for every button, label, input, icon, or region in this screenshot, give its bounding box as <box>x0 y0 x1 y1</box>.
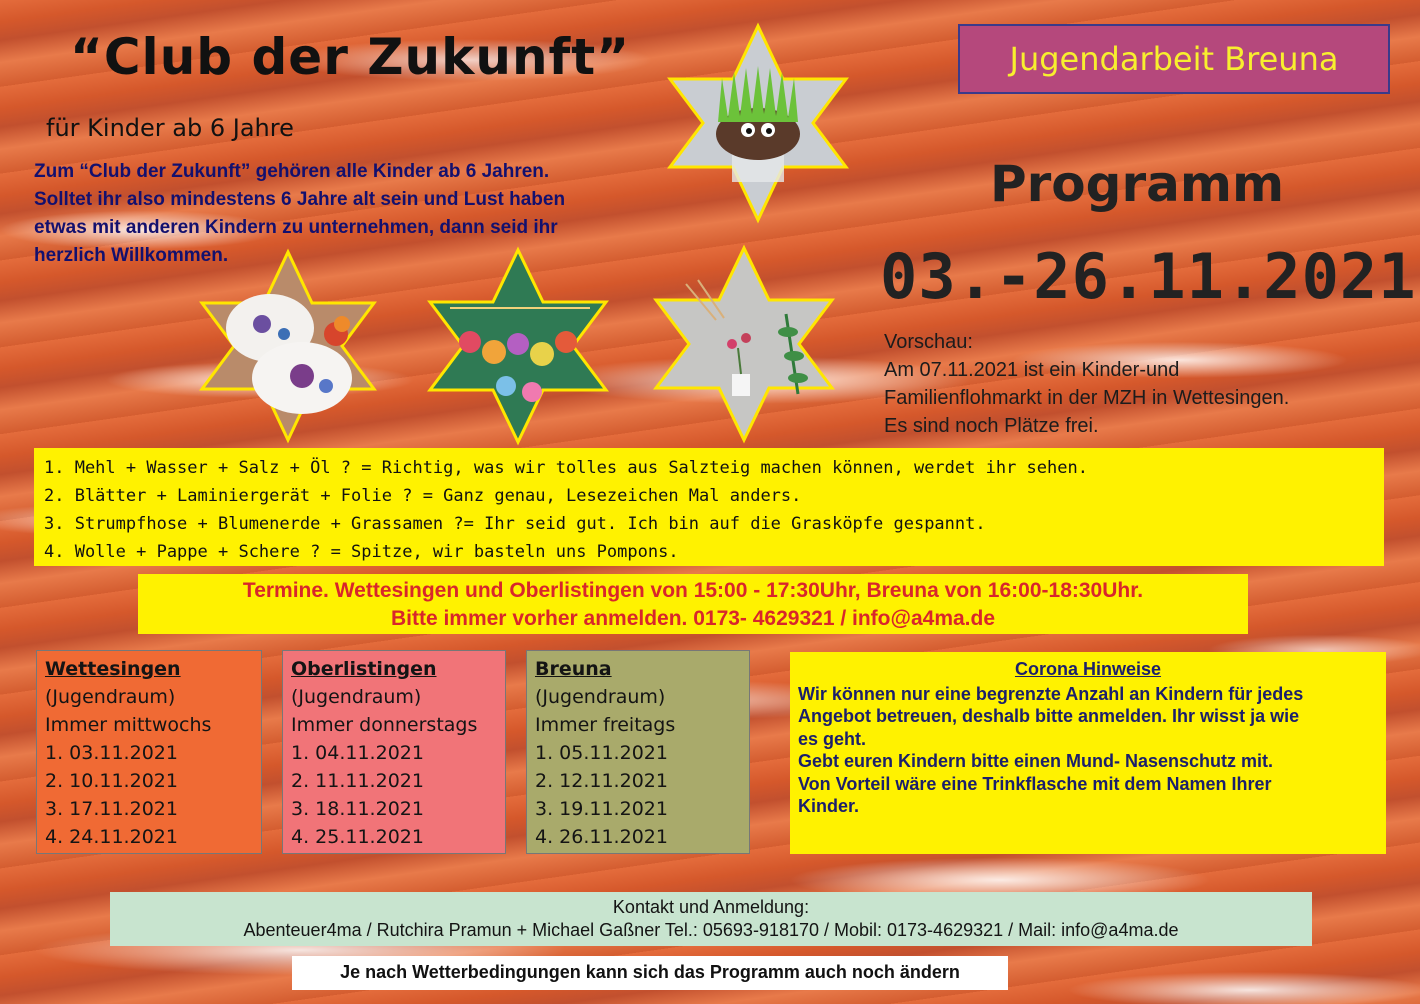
preview-line: Am 07.11.2021 ist ein Kinder-und <box>884 359 1180 381</box>
location-place: (Jugendraum) <box>535 686 666 708</box>
location-day: Immer donnerstags <box>291 714 478 736</box>
location-date: 2. 12.11.2021 <box>535 770 668 792</box>
location-breuna <box>526 650 750 854</box>
location-date: 1. 03.11.2021 <box>45 742 178 764</box>
corona-line: es geht. <box>798 728 867 749</box>
corona-heading: Corona Hinweise <box>1014 659 1162 679</box>
riddle-item: 1. Mehl + Wasser + Salz + Öl ? = Richtig, was wir tolles aus Salzteig machen können, werdet ihr sehen. <box>44 458 1088 478</box>
location-name: Wettesingen <box>45 658 181 680</box>
weather-note: Je nach Wetterbedingungen kann sich das Programm auch noch ändern <box>292 956 1008 990</box>
riddle-item: 3. Strumpfhose + Blumenerde + Grassamen ?= Ihr seid gut. Ich bin auf die Grasköpfe gespannt. <box>44 514 986 534</box>
corona-line: Von Vorteil wäre eine Trinkflasche mit dem Namen Ihrer <box>798 773 1272 794</box>
location-date: 4. 26.11.2021 <box>535 826 668 848</box>
corona-notice <box>790 652 1386 854</box>
contact-details: Abenteuer4ma / Rutchira Pramun + Michael Gaßner Tel.: 05693-918170 / Mobil: 0173-4629321 / Mail: info@a4ma.de <box>243 920 1179 940</box>
activity-riddles <box>34 448 1384 566</box>
grass-head-photo <box>660 22 856 224</box>
location-day: Immer mittwochs <box>45 714 212 736</box>
flyer-subtitle: für Kinder ab 6 Jahre <box>46 114 294 142</box>
schedule-notice <box>138 574 1248 634</box>
intro-line: Solltet ihr also mindestens 6 Jahre alt sein und Lust haben <box>34 189 566 210</box>
location-day: Immer freitags <box>535 714 676 736</box>
pompon-garland-photo <box>420 246 616 446</box>
contact-box <box>110 892 1312 946</box>
riddle-item: 4. Wolle + Pappe + Schere ? = Spitze, wir basteln uns Pompons. <box>44 542 679 562</box>
intro-line: etwas mit anderen Kindern zu unternehmen, dann seid ihr <box>34 217 558 238</box>
program-heading: Programm <box>990 155 1285 213</box>
location-date: 4. 25.11.2021 <box>291 826 424 848</box>
program-date-range: 03.-26.11.2021 <box>880 240 1417 313</box>
contact-heading: Kontakt und Anmeldung: <box>612 897 810 917</box>
registration-contact: Bitte immer vorher anmelden. 0173- 4629321 / info@a4ma.de <box>390 607 996 630</box>
preview-line: Vorschau: <box>884 331 973 353</box>
preview-text <box>884 328 1404 440</box>
location-date: 1. 04.11.2021 <box>291 742 424 764</box>
location-wettesingen <box>36 650 262 854</box>
corona-line: Wir können nur eine begrenzte Anzahl an Kindern für jedes <box>798 683 1304 704</box>
corona-line: Gebt euren Kindern bitte einen Mund- Nasenschutz mit. <box>798 751 1274 771</box>
location-date: 1. 05.11.2021 <box>535 742 668 764</box>
corona-line: Kinder. <box>798 796 860 816</box>
preview-line: Familienflohmarkt in der MZH in Wettesingen. <box>884 387 1290 409</box>
flyer-title: “Club der Zukunft” <box>70 28 631 86</box>
intro-line: herzlich Willkommen. <box>34 245 229 266</box>
pressed-flower-salt-dough-photo <box>192 248 384 444</box>
location-date: 4. 24.11.2021 <box>45 826 178 848</box>
location-name: Breuna <box>535 658 612 680</box>
schedule-times: Termine. Wettesingen und Oberlistingen von 15:00 - 17:30Uhr, Breuna von 16:00-18:30Uhr. <box>242 579 1144 602</box>
location-date: 2. 11.11.2021 <box>291 770 424 792</box>
laminated-leaf-bookmark-photo <box>646 244 842 444</box>
location-place: (Jugendraum) <box>45 686 176 708</box>
location-place: (Jugendraum) <box>291 686 422 708</box>
riddle-item: 2. Blätter + Laminiergerät + Folie ? = Ganz genau, Lesezeichen Mal anders. <box>44 486 802 506</box>
location-name: Oberlistingen <box>291 658 437 680</box>
corona-line: Angebot betreuen, deshalb bitte anmelden. Ihr wisst ja wie <box>798 706 1300 726</box>
preview-line: Es sind noch Plätze frei. <box>884 415 1099 437</box>
intro-line: Zum “Club der Zukunft” gehören alle Kinder ab 6 Jahren. <box>34 161 550 182</box>
org-badge: Jugendarbeit Breuna <box>958 24 1390 94</box>
location-date: 3. 19.11.2021 <box>535 798 668 820</box>
location-date: 2. 10.11.2021 <box>45 770 178 792</box>
location-date: 3. 18.11.2021 <box>291 798 424 820</box>
location-date: 3. 17.11.2021 <box>45 798 178 820</box>
location-oberlistingen <box>282 650 506 854</box>
